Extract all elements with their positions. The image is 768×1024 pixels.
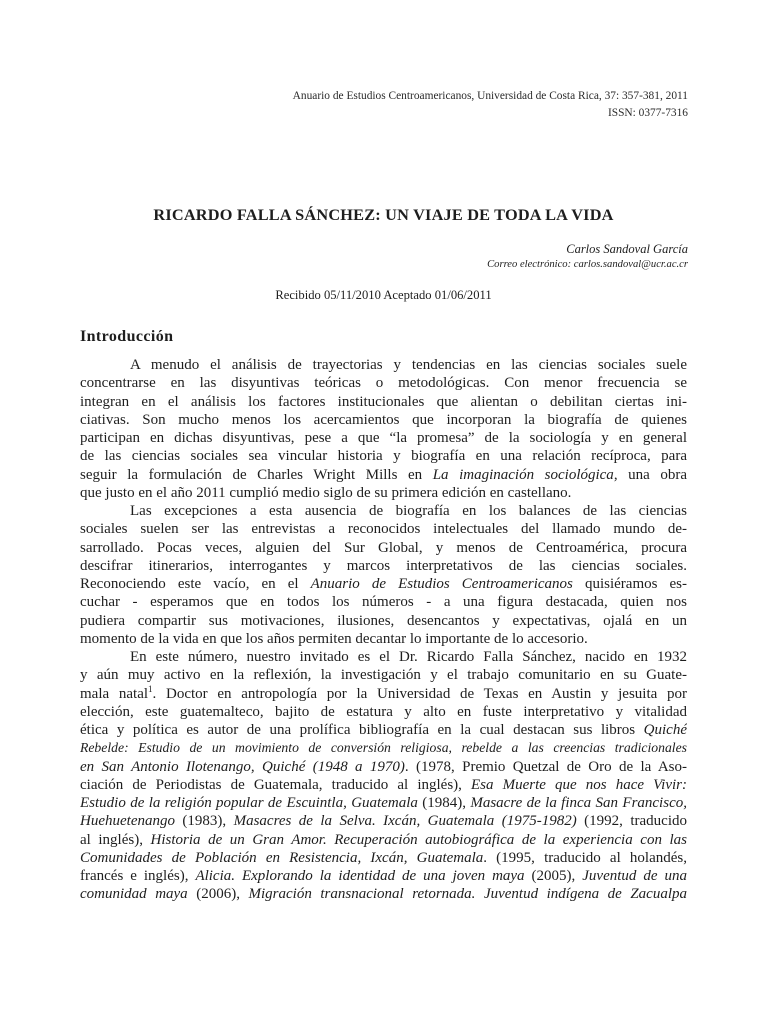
body-line: mala natal$^1$. Doctor en antropología por la Universidad de Texas en Austin y jesuita por bbox=[80, 684, 687, 702]
author-name: Carlos Sandoval García bbox=[566, 242, 688, 256]
article-title: RICARDO FALLA SÁNCHEZ: UN VIAJE DE TODA LA VIDA bbox=[153, 205, 614, 224]
body-line: A menudo el análisis de trayectorias y tendencias en las ciencias sociales suele bbox=[130, 357, 687, 373]
email-label: Correo electrónico: bbox=[487, 259, 572, 270]
body-line: ciativas. Son mucho menos los acercamientos que incorporan la biografía de quienes bbox=[80, 411, 687, 428]
body-line: pudiera compartir sus motivaciones, ilusiones, desencantos y expectativas, ojalá en un bbox=[80, 612, 687, 629]
body-line: seguir la formulación de Charles Wright Mills en La imaginación sociológica, una obra bbox=[80, 466, 687, 483]
body-line: y aún muy activo en la reflexión, la investigación y el trabajo comunitario en su Guate- bbox=[80, 667, 687, 684]
body-line: de las ciencias sociales sea vincular historia y biografía en una relación recíproca, para bbox=[80, 448, 687, 465]
body-line: integran en el análisis los factores institucionales que alientan o debilitan ciertas ini- bbox=[80, 393, 687, 410]
body-line: concentrarse en las disyuntivas teóricas o metodológicas. Con menor frecuencia se bbox=[80, 375, 687, 392]
footnote-marker[interactable]: 1 bbox=[148, 684, 153, 694]
body-line: momento de la vida en que los años permiten decantar lo importante de lo accesorio. bbox=[80, 630, 588, 647]
body-line: al inglés), Historia de un Gran Amor. Recuperación autobiográfica de la experiencia con las bbox=[80, 831, 687, 848]
body-line: En este número, nuestro invitado es el Dr. Ricardo Falla Sánchez, nacido en 1932 bbox=[130, 649, 687, 665]
body-line: que justo en el año 2011 cumplió medio siglo de su primera edición en castellano. bbox=[80, 484, 572, 501]
author-email bbox=[288, 259, 688, 270]
received-accepted-dates: Recibido 05/11/2010 Aceptado 01/06/2011 bbox=[275, 288, 492, 302]
body-line: Huehuetenango (1983), Masacres de la Selva. Ixcán, Guatemala (1975-1982) (1992, traducido bbox=[80, 813, 687, 830]
body-line: Reconociendo este vacío, en el Anuario de Estudios Centroamericanos quisiéramos es- bbox=[80, 576, 687, 592]
body-line: en San Antonio Ilotenango, Quiché (1948 a 1970). (1978, Premio Quetzal de Oro de la Aso- bbox=[80, 758, 687, 775]
section-heading: Introducción bbox=[80, 328, 174, 345]
body-line: ética y política es autor de una prolífica bibliografía en la cual destacan sus libros Quiché bbox=[80, 722, 687, 738]
body-line: Estudio de la religión popular de Escuintla, Guatemala (1984), Masacre de la finca San Francisco, bbox=[80, 795, 687, 811]
email-address[interactable]: carlos.sandoval@ucr.ac.cr bbox=[573, 259, 688, 270]
journal-citation: Anuario de Estudios Centroamericanos, Universidad de Costa Rica, 37: 357-381, 2011 bbox=[292, 90, 688, 102]
running-head bbox=[168, 88, 688, 122]
body-line: participan en dichas disyuntivas, pese a que “la promesa” de la sociología y en general bbox=[80, 430, 687, 446]
body-line: elección, este guatemalteco, bajito de estatura y alto en fuste interpretativo y vitalidad bbox=[80, 703, 687, 720]
body-line: comunidad maya (2006), Migración transnacional retornada. Juventud indígena de Zacualpa bbox=[80, 886, 687, 903]
body-line: Rebelde: Estudio de un movimiento de conversión religiosa, rebelde a las creencias tradicionales bbox=[80, 740, 687, 756]
body-line: ciación de Periodistas de Guatemala, traducido al inglés), Esa Muerte que nos hace Vivir: bbox=[80, 776, 687, 793]
issn: ISSN: 0377-7316 bbox=[607, 107, 688, 119]
body-line: francés e inglés), Alicia. Explorando la identidad de una joven maya (2005), Juventud de una bbox=[80, 868, 687, 884]
body-line: descifrar itinerarios, interrogantes y marcos interpretativos de las ciencias sociales. bbox=[80, 557, 687, 574]
journal-title: Anuario de Estudios Centroamericanos bbox=[310, 576, 573, 592]
body-line: sociales suelen ser las entrevistas a reconocidos intelectuales del llamado mundo de- bbox=[80, 521, 687, 538]
body-text bbox=[80, 356, 687, 904]
book-title: La imaginación sociológica bbox=[432, 466, 614, 483]
body-line: Las excepciones a esta ausencia de biografía en los balances de las ciencias bbox=[130, 503, 687, 519]
body-line: sarrollado. Pocas veces, alguien del Sur Global, y menos de Centroamérica, procura bbox=[80, 539, 687, 556]
body-line: cuchar - esperamos que en todos los números - a una figura destacada, quien nos bbox=[80, 594, 687, 611]
body-line: Comunidades de Población en Resistencia, Ixcán, Guatemala. (1995, traducido al holandés, bbox=[80, 849, 687, 866]
